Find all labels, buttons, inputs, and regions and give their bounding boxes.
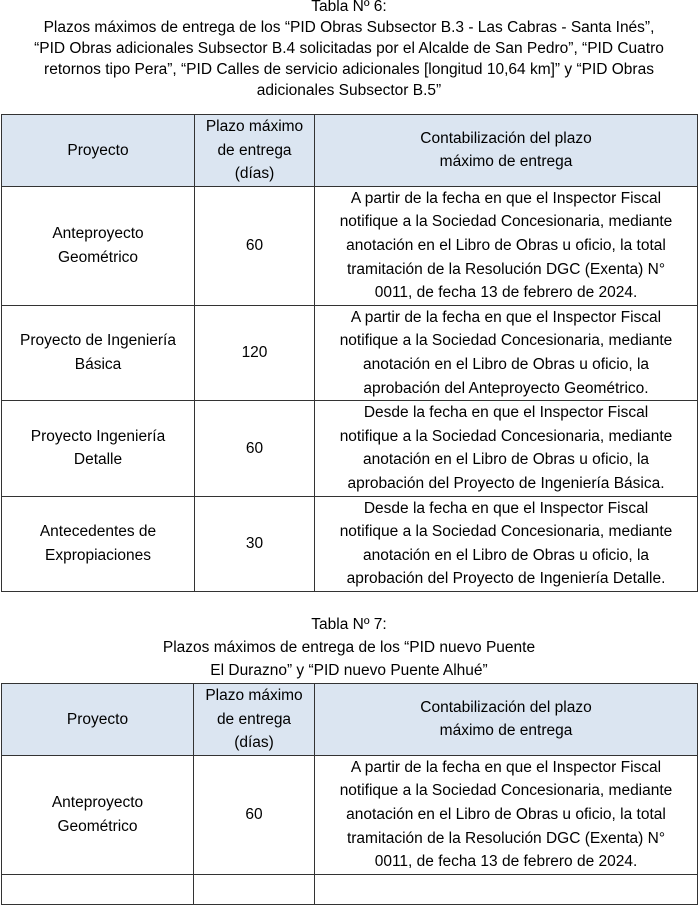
cell-count: Desde la fecha en que el Inspector Fiscal notifique a la Sociedad Concesionaria, mediante anotación en el Libro de Obras u oficio, la aprobación del Proyecto de Ingeniería Detalle. — [315, 496, 698, 591]
cell-days: 120 — [195, 305, 315, 400]
cell-project: Proyecto Ingeniería Detalle — [2, 401, 195, 496]
table-header-row — [2, 684, 698, 756]
cell-count: A partir de la fecha en que el Inspector Fiscal notifique a la Sociedad Concesionaria, mediante anotación en el Libro de Obras u oficio, la total tramitación de la Resolución DGC (Exenta) N° 0011, de fecha 13 de febrero de 2024. — [315, 186, 698, 305]
table-row — [2, 186, 698, 305]
cell-days — [194, 874, 315, 904]
table-row — [2, 755, 698, 874]
cell-project: Anteproyecto Geométrico — [2, 755, 194, 874]
table7-caption — [0, 613, 698, 682]
cell-project: Proyecto de Ingeniería Básica — [2, 305, 195, 400]
caption-line: Tabla Nº 6: — [311, 0, 387, 15]
table6 — [1, 114, 698, 592]
table-row — [2, 874, 698, 904]
header-plazo: Plazo máximo de entrega (días) — [195, 115, 315, 187]
table7 — [1, 683, 698, 905]
cell-project: Anteproyecto Geométrico — [2, 186, 195, 305]
cell-count: Desde la fecha en que el Inspector Fiscal notifique a la Sociedad Concesionaria, mediante anotación en el Libro de Obras u oficio, la aprobación del Proyecto de Ingeniería Básica. — [315, 401, 698, 496]
table-row — [2, 401, 698, 496]
header-contabilizacion: Contabilización del plazo máximo de entrega — [315, 115, 698, 187]
table-header-row — [2, 115, 698, 187]
header-proyecto: Proyecto — [2, 684, 194, 756]
header-plazo: Plazo máximo de entrega (días) — [194, 684, 315, 756]
caption-line: Plazos máximos de entrega de los “PID nuevo Puente — [162, 639, 536, 656]
table-row — [2, 305, 698, 400]
cell-count: A partir de la fecha en que el Inspector Fiscal notifique a la Sociedad Concesionaria, mediante anotación en el Libro de Obras u oficio, la total tramitación de la Resolución DGC (Exenta) N° 0011, de fecha 13 de febrero de 2024. — [315, 755, 698, 874]
cell-project — [2, 874, 194, 904]
caption-line: adicionales Subsector B.5” — [256, 82, 442, 99]
table6-caption — [0, 0, 698, 101]
cell-days: 60 — [195, 186, 315, 305]
table-row — [2, 496, 698, 591]
caption-line: Tabla Nº 7: — [311, 616, 387, 633]
caption-line: “PID Obras adicionales Subsector B.4 solicitadas por el Alcalde de San Pedro”, “PID Cuatro — [34, 40, 664, 57]
cell-project: Antecedentes de Expropiaciones — [2, 496, 195, 591]
cell-days: 60 — [195, 401, 315, 496]
cell-days: 30 — [195, 496, 315, 591]
header-contabilizacion: Contabilización del plazo máximo de entrega — [315, 684, 698, 756]
caption-line: retornos tipo Pera”, “PID Calles de servicio adicionales [longitud 10,64 km]” y “PID Obras — [44, 61, 654, 78]
cell-count — [315, 874, 698, 904]
caption-line: Plazos máximos de entrega de los “PID Obras Subsector B.3 - Las Cabras - Santa Inés”, — [43, 19, 655, 36]
cell-days: 60 — [194, 755, 315, 874]
caption-line: El Durazno” y “PID nuevo Puente Alhué” — [210, 662, 488, 679]
cell-count: A partir de la fecha en que el Inspector Fiscal notifique a la Sociedad Concesionaria, mediante anotación en el Libro de Obras u oficio, la aprobación del Anteproyecto Geométrico. — [315, 305, 698, 400]
header-proyecto: Proyecto — [2, 115, 195, 187]
